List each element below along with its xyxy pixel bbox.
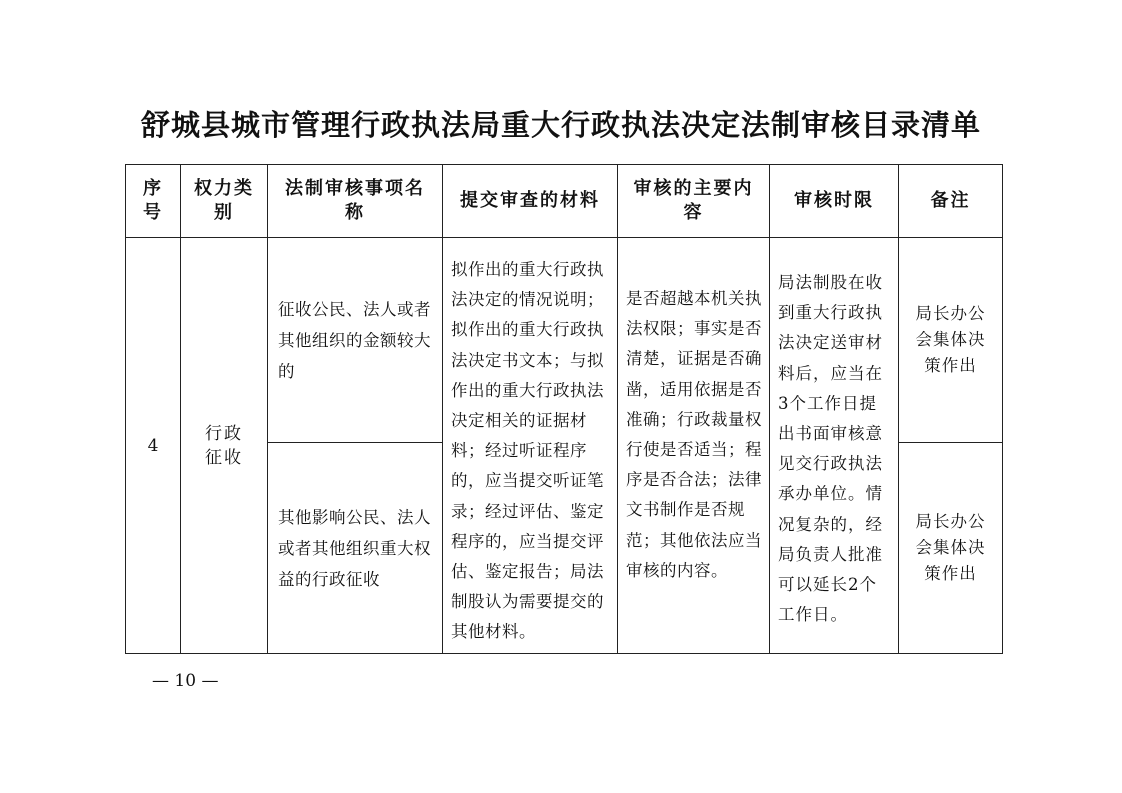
table-header-row [126,165,1003,238]
main-content-cell [618,238,770,654]
materials-text: 拟作出的重大行政执法决定的情况说明；拟作出的重大行政执法决定书文本；与拟作出的重大行政执法决定相关的证据材料；经过听证程序的，应当提交听证笔录；经过评估、鉴定程序的，应当提交评估、鉴定报告；局法制股认为需要提交的其他材料。 [451,260,604,642]
header-seq: 序号 [126,165,181,238]
main-content-text: 是否超越本机关执法权限；事实是否清楚，证据是否确凿，适用依据是否准确；行政裁量权行使是否适当；程序是否合法；法律文书制作是否规范；其他依法应当审核的内容。 [626,289,762,580]
review-catalog-table [125,164,1003,654]
header-item-name: 法制审核事项名称 [268,165,443,238]
item-name-text: 征收公民、法人或者其他组织的金额较大的 [278,299,431,381]
power-type-cell: 行政征收 [181,238,268,654]
header-main-content: 审核的主要内容 [618,165,770,238]
remarks-cell [899,443,1003,654]
materials-cell [443,238,618,654]
seq-cell: 4 [126,238,181,654]
item-name-cell [268,238,443,443]
time-limit-text: 局法制股在收到重大行政执法决定送审材料后，应当在3个工作日提出书面审核意见交行政执法承办单位。情况复杂的，经局负责人批准可以延长2个工作日。 [778,273,883,625]
header-power-type: 权力类别 [181,165,268,238]
remarks-cell [899,238,1003,443]
page-number: — 10 — [152,671,219,691]
header-materials: 提交审查的材料 [443,165,618,238]
item-name-cell [268,443,443,654]
header-time-limit: 审核时限 [770,165,899,238]
header-remarks: 备注 [899,165,1003,238]
remarks-text: 局长办公会集体决策作出 [915,304,986,375]
table-row [126,238,1003,443]
remarks-text: 局长办公会集体决策作出 [915,512,986,583]
document-title: 舒城县城市管理行政执法局重大行政执法决定法制审核目录清单 [140,108,981,142]
time-limit-cell [770,238,899,654]
item-name-text: 其他影响公民、法人或者其他组织重大权益的行政征收 [278,507,431,589]
